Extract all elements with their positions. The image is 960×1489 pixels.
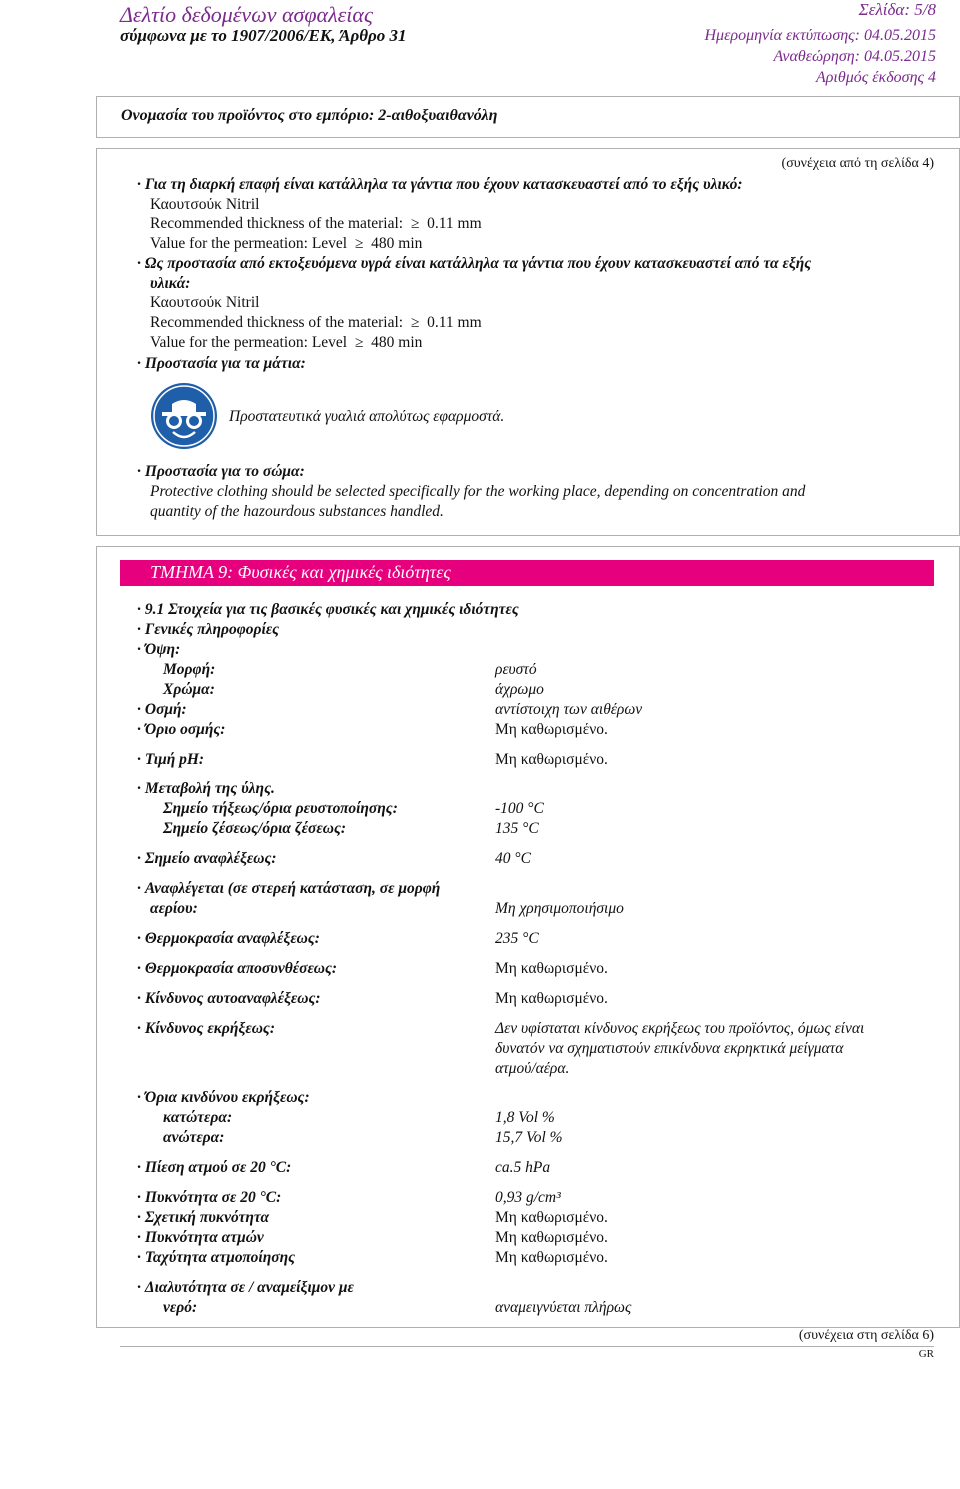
permeation-label-1: Value for the permeation: Level xyxy=(150,235,348,252)
section9-banner xyxy=(120,560,934,586)
continued-from: (συνέχεια από τη σελίδα 4) xyxy=(781,156,934,171)
lower-limit-label: κατώτερα: xyxy=(163,1109,233,1126)
solubility-value: αναμειγνύεται πλήρως xyxy=(495,1299,632,1316)
print-date: Ημερομηνία εκτύπωσης: 04.05.2015 xyxy=(704,27,936,44)
greater-equal-icon: ≥ xyxy=(351,334,368,351)
permeation-value-2: 480 min xyxy=(371,334,423,351)
upper-limit-label: ανώτερα: xyxy=(163,1129,225,1146)
regulation-reference: σύμφωνα με το 1907/2006/ΕΚ, Άρθρο 31 xyxy=(120,26,407,45)
ignition-temp-value: 235 °C xyxy=(495,930,539,947)
melting-point-label: Σημείο τήξεως/όρια ρευστοποίησης: xyxy=(163,800,398,817)
glove-material-2: Καουτσούκ Nitril xyxy=(150,294,260,311)
eye-protection-text: Προστατευτικά γυαλιά απολύτως εφαρμοστά. xyxy=(229,408,505,425)
upper-limit-value: 15,7 Vol % xyxy=(495,1129,563,1146)
safety-goggles-icon xyxy=(150,382,218,450)
appearance-label: · Όψη: xyxy=(137,641,180,659)
explosion-hazard-value-line1: Δεν υφίσταται κίνδυνος εκρήξεως του προϊόντος, όμως είναι xyxy=(495,1020,865,1037)
state-change-label: · Μεταβολή της ύλης. xyxy=(137,780,275,798)
product-name: Ονομασία του προϊόντος στο εμπόριο: 2-αιθοξυαιθανόλη xyxy=(121,107,498,124)
document-title: Δελτίο δεδομένων ασφαλείας xyxy=(120,2,373,27)
vapour-density-label: · Πυκνότητα ατμών xyxy=(137,1229,264,1247)
greater-equal-icon: ≥ xyxy=(406,215,424,232)
greater-equal-icon: ≥ xyxy=(351,235,368,252)
section9-banner-title: ΤΜΗΜΑ 9: Φυσικές και χημικές ιδιότητες xyxy=(150,562,451,582)
boiling-point-label: Σημείο ζέσεως/όρια ζέσεως: xyxy=(163,820,347,837)
relative-density-label: · Σχετική πυκνότητα xyxy=(137,1209,269,1227)
splash-title-line2: υλικά: xyxy=(150,275,191,292)
continued-on: (συνέχεια στη σελίδα 6) xyxy=(798,1328,934,1343)
explosion-hazard-label: · Κίνδυνος εκρήξεως: xyxy=(137,1020,275,1038)
revision-date: Αναθεώρηση: 04.05.2015 xyxy=(773,48,936,65)
flammability-label-line1: · Αναφλέγεται (σε στερεή κατάσταση, σε μορφή xyxy=(137,880,440,898)
thickness-value-2: 0.11 mm xyxy=(427,314,482,331)
permeation-row-2 xyxy=(150,334,422,352)
autoignition-value: Μη καθωρισμένο. xyxy=(495,990,608,1007)
thickness-label-2: Recommended thickness of the material: xyxy=(150,314,404,331)
country-code: GR xyxy=(918,1348,934,1360)
greater-equal-icon: ≥ xyxy=(406,314,424,331)
subsection-91-title: · 9.1 Στοιχεία για τις βασικές φυσικές και χημικές ιδιότητες xyxy=(137,601,519,619)
explosion-hazard-value-line2: δυνατόν να σχηματιστούν επικίνδυνα εκρηκτικά μείγματα xyxy=(495,1040,844,1057)
odour-threshold-label: · Όριο οσμής: xyxy=(137,721,225,739)
form-label: Μορφή: xyxy=(163,661,216,678)
product-name-box xyxy=(96,96,960,138)
solubility-label-line2: νερό: xyxy=(163,1299,198,1316)
vapour-pressure-value: ca.5 hPa xyxy=(495,1159,551,1176)
flammability-value: Μη χρησιμοποιήσιμο xyxy=(495,900,624,917)
odour-threshold-value: Μη καθωρισμένο. xyxy=(495,721,608,738)
explosion-limits-label: · Όρια κινδύνου εκρήξεως: xyxy=(137,1089,310,1107)
thickness-label-1: Recommended thickness of the material: xyxy=(150,215,404,232)
splash-title-line1: · Ως προστασία από εκτοξευόμενα υγρά είναι κατάλληλα τα γάντια που έχουν κατασκευαστεί από τα εξής xyxy=(137,255,811,273)
decomposition-temp-value: Μη καθωρισμένο. xyxy=(495,960,608,977)
color-value: άχρωμο xyxy=(495,681,544,698)
permeation-row-1 xyxy=(150,235,422,253)
thickness-value-1: 0.11 mm xyxy=(427,215,482,232)
lower-limit-value: 1,8 Vol % xyxy=(495,1109,555,1126)
flash-point-value: 40 °C xyxy=(495,850,531,867)
form-value: ρευστό xyxy=(495,661,537,678)
flash-point-label: · Σημείο αναφλέξεως: xyxy=(137,850,277,868)
body-protection-title: · Προστασία για το σώμα: xyxy=(137,463,305,481)
eye-protection-title: · Προστασία για τα μάτια: xyxy=(137,355,306,373)
density-value: 0,93 g/cm³ xyxy=(495,1189,561,1206)
odour-value: αντίστοιχη των αιθέρων xyxy=(495,701,643,718)
version-number: Αριθμός έκδοσης 4 xyxy=(815,69,936,86)
long-contact-title: · Για τη διαρκή επαφή είναι κατάλληλα τα γάντια που έχουν κατασκευαστεί από το εξής υλικό: xyxy=(137,176,743,194)
explosion-hazard-value-line3: ατμού/αέρα. xyxy=(495,1060,570,1077)
thickness-row-2 xyxy=(150,314,482,332)
relative-density-value: Μη καθωρισμένο. xyxy=(495,1209,608,1226)
boiling-point-value: 135 °C xyxy=(495,820,539,837)
body-protection-text-line1: Protective clothing should be selected specifically for the working place, depending on concentration and xyxy=(150,483,806,500)
general-info-label: · Γενικές πληροφορίες xyxy=(137,621,279,639)
ph-label: · Τιμή pH: xyxy=(137,751,204,769)
evaporation-rate-label: · Ταχύτητα ατμοποίησης xyxy=(137,1249,295,1267)
thickness-row-1 xyxy=(150,215,482,233)
ignition-temp-label: · Θερμοκρασία αναφλέξεως: xyxy=(137,930,320,948)
footer-divider xyxy=(120,1346,934,1347)
page-number: Σελίδα: 5/8 xyxy=(858,0,936,19)
body-protection-text-line2: quantity of the hazourdous substances handled. xyxy=(150,503,444,520)
odour-label: · Οσμή: xyxy=(137,701,187,719)
vapour-pressure-label: · Πίεση ατμού σε 20 °C: xyxy=(137,1159,291,1177)
decomposition-temp-label: · Θερμοκρασία αποσυνθέσεως: xyxy=(137,960,337,978)
glove-material-1: Καουτσούκ Nitril xyxy=(150,196,260,213)
flammability-label-line2: αερίου: xyxy=(150,900,198,917)
density-label: · Πυκνότητα σε 20 °C: xyxy=(137,1189,281,1207)
permeation-value-1: 480 min xyxy=(371,235,423,252)
autoignition-label: · Κίνδυνος αυτοαναφλέξεως: xyxy=(137,990,321,1008)
permeation-label-2: Value for the permeation: Level xyxy=(150,334,348,351)
melting-point-value: -100 °C xyxy=(495,800,544,817)
color-label: Χρώμα: xyxy=(163,681,215,698)
evaporation-rate-value: Μη καθωρισμένο. xyxy=(495,1249,608,1266)
vapour-density-value: Μη καθωρισμένο. xyxy=(495,1229,608,1246)
ph-value: Μη καθωρισμένο. xyxy=(495,751,608,768)
solubility-label-line1: · Διαλυτότητα σε / αναμείξιμον με xyxy=(137,1279,354,1297)
